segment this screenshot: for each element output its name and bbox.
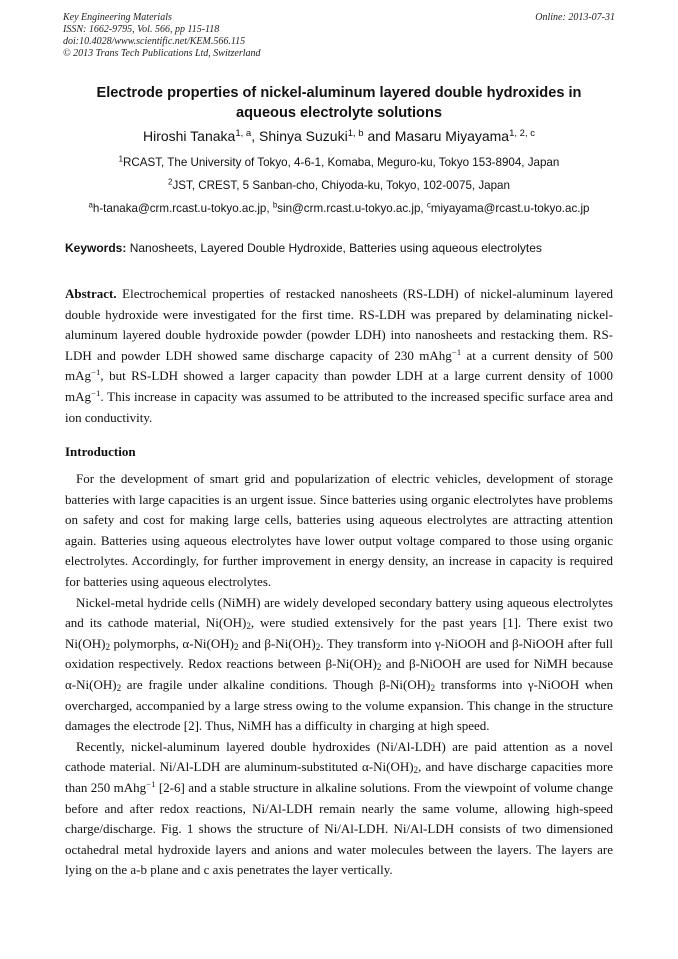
- affiliation-marker: 2: [168, 177, 173, 187]
- author-separator: and: [363, 128, 395, 144]
- abstract-text: . This increase in capacity was assumed to be attributed to the increased specific surface area and ion conductivity.: [65, 388, 613, 425]
- abstract-section: [65, 284, 613, 428]
- keywords-label: Keywords:: [65, 241, 127, 255]
- paragraph-text: . They transform into γ-NiOOH and β-NiOOH after full oxidation respectively. Redox reactions between β-Ni(OH): [65, 635, 614, 672]
- journal-header: [63, 12, 261, 60]
- journal-name: Key Engineering Materials: [63, 12, 172, 23]
- affiliation-1: [40, 156, 638, 170]
- paragraph-text: Nickel-metal hydride cells (NiMH) are widely developed secondary battery using aqueous electrolytes and its cathode material, Ni(OH): [65, 594, 613, 631]
- keywords-text: Nanosheets, Layered Double Hydroxide, Batteries using aqueous electrolytes: [126, 241, 542, 255]
- superscript: −1: [91, 367, 101, 378]
- author-affiliation-marker: 1, 2, c: [509, 127, 536, 139]
- subscript: 2: [105, 641, 110, 652]
- author-affiliation-marker: 1, a: [235, 127, 252, 139]
- author-name: Hiroshi Tanaka: [142, 128, 236, 144]
- email-list: [40, 202, 638, 216]
- subscript: 2: [246, 620, 251, 631]
- email-address[interactable]: sin@crm.rcast.u-tokyo.ac.jp,: [277, 202, 427, 215]
- paragraph-text: are fragile under alkaline conditions. Though β-Ni(OH): [121, 676, 431, 692]
- abstract-text: at a current density of 500 mAg: [65, 347, 614, 384]
- superscript: −1: [451, 346, 462, 357]
- introduction-heading: Introduction: [65, 444, 136, 459]
- email-address[interactable]: h-tanaka@crm.rcast.u-tokyo.ac.jp,: [92, 202, 273, 215]
- abstract-label: Abstract.: [65, 286, 117, 301]
- paragraph-text: [2-6] and a stable structure in alkaline solutions. From the viewpoint of volume change before and after redox reactions, Ni/Al-LDH remain nearly the same volume, allowing high-speed charge/discharge. Fig. 1 shows the structure of Ni/Al-LDH. Ni/Al-LDH consists of two dimensioned octahedral metal hydroxide layers and anions and water molecules between the layers. The layers are lying on the a-b plane and c axis penetrates the layer vertically.: [65, 779, 613, 878]
- subscript: 2: [376, 662, 382, 673]
- email-marker: b: [272, 200, 278, 210]
- superscript: −1: [91, 388, 101, 399]
- subscript: 2: [233, 641, 239, 652]
- paper-title: [40, 83, 638, 123]
- intro-paragraph-3: [65, 737, 613, 881]
- paragraph-text: , and have discharge capacities more than 250 mAhg: [65, 759, 613, 795]
- abstract-text: , but RS-LDH showed a larger capacity than powder LDH at a large current density of 1000 mAg: [65, 368, 613, 404]
- author-name: Shinya Suzuki: [258, 128, 348, 144]
- intro-paragraph-2: [65, 593, 613, 737]
- subscript: 2: [315, 641, 321, 652]
- intro-paragraph-1: For the development of smart grid and popularization of electric vehicles, development of storage batteries with large capacities is an urgent issue. Since batteries using organic electrolytes have problems on safety and cost for making large cells, batteries using aqueous electrolytes are attracting attention again. Batteries using aqueous electrolytes have lower output voltage compared to those using organic electrolytes. Accordingly, for further improvement in energy density, an increase in capacity is required for batteries using aqueous electrolytes.: [65, 471, 613, 589]
- author-list: [40, 127, 638, 145]
- affiliation-2: [40, 179, 638, 193]
- paragraph-text: transforms into γ-NiOOH when overcharged, accompanied by a large stress owing to the volume expansion. This change in the structure damages the electrode [2]. Thus, NiMH has a difficulty in charging at high speed.: [65, 676, 613, 734]
- journal-issn: ISSN: 1662-9795, Vol. 566, pp 115-118: [63, 24, 220, 35]
- subscript: 2: [413, 765, 419, 776]
- title-line-2: aqueous electrolyte solutions: [236, 105, 442, 121]
- author-name: Masaru Miyayama: [394, 128, 510, 144]
- abstract-paragraph: [65, 284, 613, 428]
- paragraph-text: , were studied extensively for the past years [1]. There exist two Ni(OH): [65, 615, 613, 651]
- journal-doi[interactable]: doi:10.4028/www.scientific.net/KEM.566.115: [63, 36, 246, 47]
- affiliation-text: JST, CREST, 5 Sanban-cho, Chiyoda-ku, Tokyo, 102-0075, Japan: [172, 179, 510, 192]
- paragraph-text: polymorphs, α-Ni(OH): [109, 635, 234, 651]
- title-line-1: Electrode properties of nickel-aluminum layered double hydroxides in: [96, 85, 582, 101]
- affiliation-marker: 1: [118, 154, 124, 164]
- paragraph-text: and β-NiOOH are used for NiMH because α-Ni(OH): [65, 656, 613, 692]
- email-marker: a: [88, 200, 93, 210]
- affiliation-text: RCAST, The University of Tokyo, 4-6-1, Komaba, Meguro-ku, Tokyo 153-8904, Japan: [123, 156, 560, 169]
- email-address[interactable]: miyayama@rcast.u-tokyo.ac.jp: [430, 202, 590, 215]
- subscript: 2: [116, 682, 122, 693]
- author-affiliation-marker: 1, b: [347, 127, 364, 139]
- paragraph-text: Recently, nickel-aluminum layered double hydroxides (Ni/Al-LDH) are paid attention as a novel cathode material. Ni/Al-LDH are aluminum-substituted α-Ni(OH): [65, 738, 613, 775]
- subscript: 2: [430, 682, 436, 693]
- introduction-section: [65, 469, 613, 881]
- paragraph-text: and β-Ni(OH): [238, 635, 316, 651]
- online-date: Online: 2013-07-31: [535, 12, 615, 23]
- email-marker: c: [426, 200, 431, 210]
- superscript: −1: [146, 779, 156, 790]
- keywords-section: [65, 241, 625, 256]
- author-separator: ,: [251, 128, 259, 144]
- journal-copyright: © 2013 Trans Tech Publications Ltd, Switzerland: [63, 48, 261, 59]
- abstract-text: Electrochemical properties of restacked nanosheets (RS-LDH) of nickel-aluminum layered double hydroxide were investigated for the first time. RS-LDH was prepared by delaminating nickel-aluminum layered double hydroxide powder (powder LDH) into nanosheets and restacking them. RS-LDH and powder LDH showed same discharge capacity of 230 mAhg: [65, 286, 613, 363]
